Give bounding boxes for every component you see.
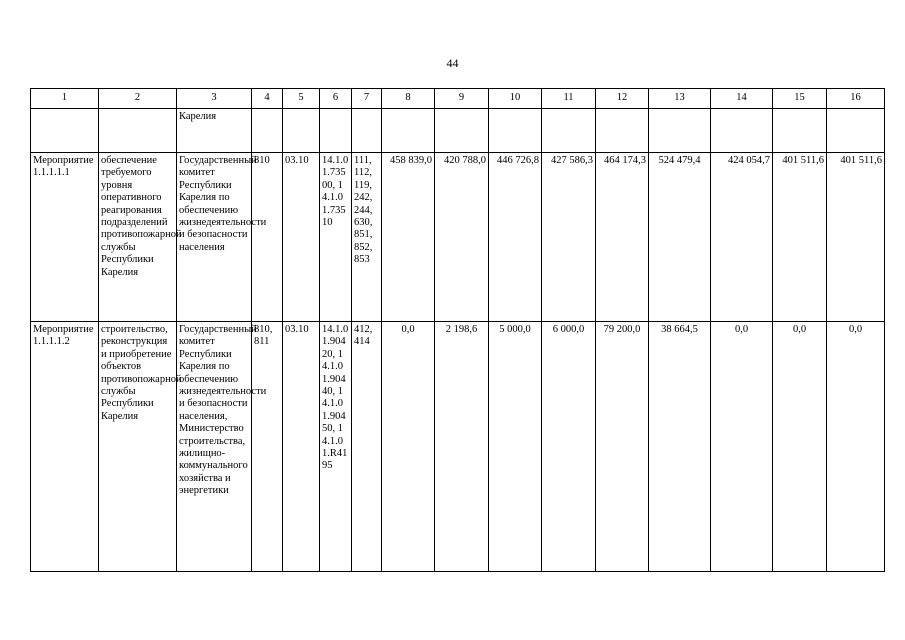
header-cell: 6 xyxy=(320,89,352,109)
code-cell xyxy=(320,109,352,153)
header-cell: 15 xyxy=(773,89,827,109)
executor-cell: Карелия xyxy=(177,109,252,153)
header-cell: 7 xyxy=(352,89,382,109)
description-cell xyxy=(99,109,177,153)
header-cell: 8 xyxy=(382,89,435,109)
executor-cell: Государственный комитет Республики Карелия по обеспечению жизнедеятельности и безопасности населения, Министерство строительства, жилищно-коммунального хозяйства и энергетики xyxy=(177,322,252,572)
value-cell: 524 479,4 xyxy=(649,153,711,322)
value-cell xyxy=(773,109,827,153)
code-cell: 03.10 xyxy=(283,322,320,572)
header-cell: 9 xyxy=(435,89,489,109)
value-cell: 0,0 xyxy=(711,322,773,572)
code-cell: 412, 414 xyxy=(352,322,382,572)
header-cell: 2 xyxy=(99,89,177,109)
code-cell xyxy=(252,109,283,153)
value-cell: 5 000,0 xyxy=(489,322,542,572)
description-cell: строительство, реконструкция и приобретение объектов противопожарной службы Республики Карелия xyxy=(99,322,177,572)
value-cell: 401 511,6 xyxy=(773,153,827,322)
header-cell: 12 xyxy=(596,89,649,109)
budget-table xyxy=(30,88,885,572)
value-cell xyxy=(542,109,596,153)
value-cell: 464 174,3 xyxy=(596,153,649,322)
value-cell: 79 200,0 xyxy=(596,322,649,572)
value-cell xyxy=(489,109,542,153)
value-cell: 446 726,8 xyxy=(489,153,542,322)
header-cell: 5 xyxy=(283,89,320,109)
value-cell xyxy=(827,109,885,153)
value-cell: 420 788,0 xyxy=(435,153,489,322)
description-cell: обеспечение требуемого уровня оперативного реагирования подразделений противопожарной службы Республики Карелия xyxy=(99,153,177,322)
header-cell: 11 xyxy=(542,89,596,109)
value-cell xyxy=(649,109,711,153)
value-cell xyxy=(711,109,773,153)
value-cell: 0,0 xyxy=(827,322,885,572)
executor-cell: Государственный комитет Республики Карелия по обеспечению жизнедеятельности и безопасности населения xyxy=(177,153,252,322)
value-cell xyxy=(382,109,435,153)
value-cell xyxy=(435,109,489,153)
header-cell: 10 xyxy=(489,89,542,109)
header-cell: 3 xyxy=(177,89,252,109)
measure-cell: Мероприятие 1.1.1.1.2 xyxy=(31,322,99,572)
code-cell: 111, 112, 119, 242, 244, 630, 851, 852, 853 xyxy=(352,153,382,322)
value-cell: 424 054,7 xyxy=(711,153,773,322)
code-cell xyxy=(283,109,320,153)
measure-cell: Мероприятие 1.1.1.1.1 xyxy=(31,153,99,322)
header-cell: 13 xyxy=(649,89,711,109)
value-cell: 38 664,5 xyxy=(649,322,711,572)
value-cell: 0,0 xyxy=(773,322,827,572)
page-number: 44 xyxy=(446,56,459,70)
value-cell: 2 198,6 xyxy=(435,322,489,572)
table-row xyxy=(31,153,885,322)
code-cell: 810 xyxy=(252,153,283,322)
code-cell: 14.1.01.90420, 14.1.01.90440, 14.1.01.90450, 14.1.01.R4195 xyxy=(320,322,352,572)
code-cell: 14.1.01.73500, 14.1.01.73510 xyxy=(320,153,352,322)
code-cell: 810, 811 xyxy=(252,322,283,572)
value-cell: 458 839,0 xyxy=(382,153,435,322)
code-cell xyxy=(352,109,382,153)
measure-cell xyxy=(31,109,99,153)
table-row xyxy=(31,322,885,572)
value-cell: 401 511,6 xyxy=(827,153,885,322)
code-cell: 03.10 xyxy=(283,153,320,322)
header-cell: 1 xyxy=(31,89,99,109)
header-cell: 16 xyxy=(827,89,885,109)
value-cell: 0,0 xyxy=(382,322,435,572)
header-cell: 4 xyxy=(252,89,283,109)
value-cell: 427 586,3 xyxy=(542,153,596,322)
value-cell: 6 000,0 xyxy=(542,322,596,572)
table-row xyxy=(31,109,885,153)
value-cell xyxy=(596,109,649,153)
header-row xyxy=(31,89,885,109)
header-cell: 14 xyxy=(711,89,773,109)
